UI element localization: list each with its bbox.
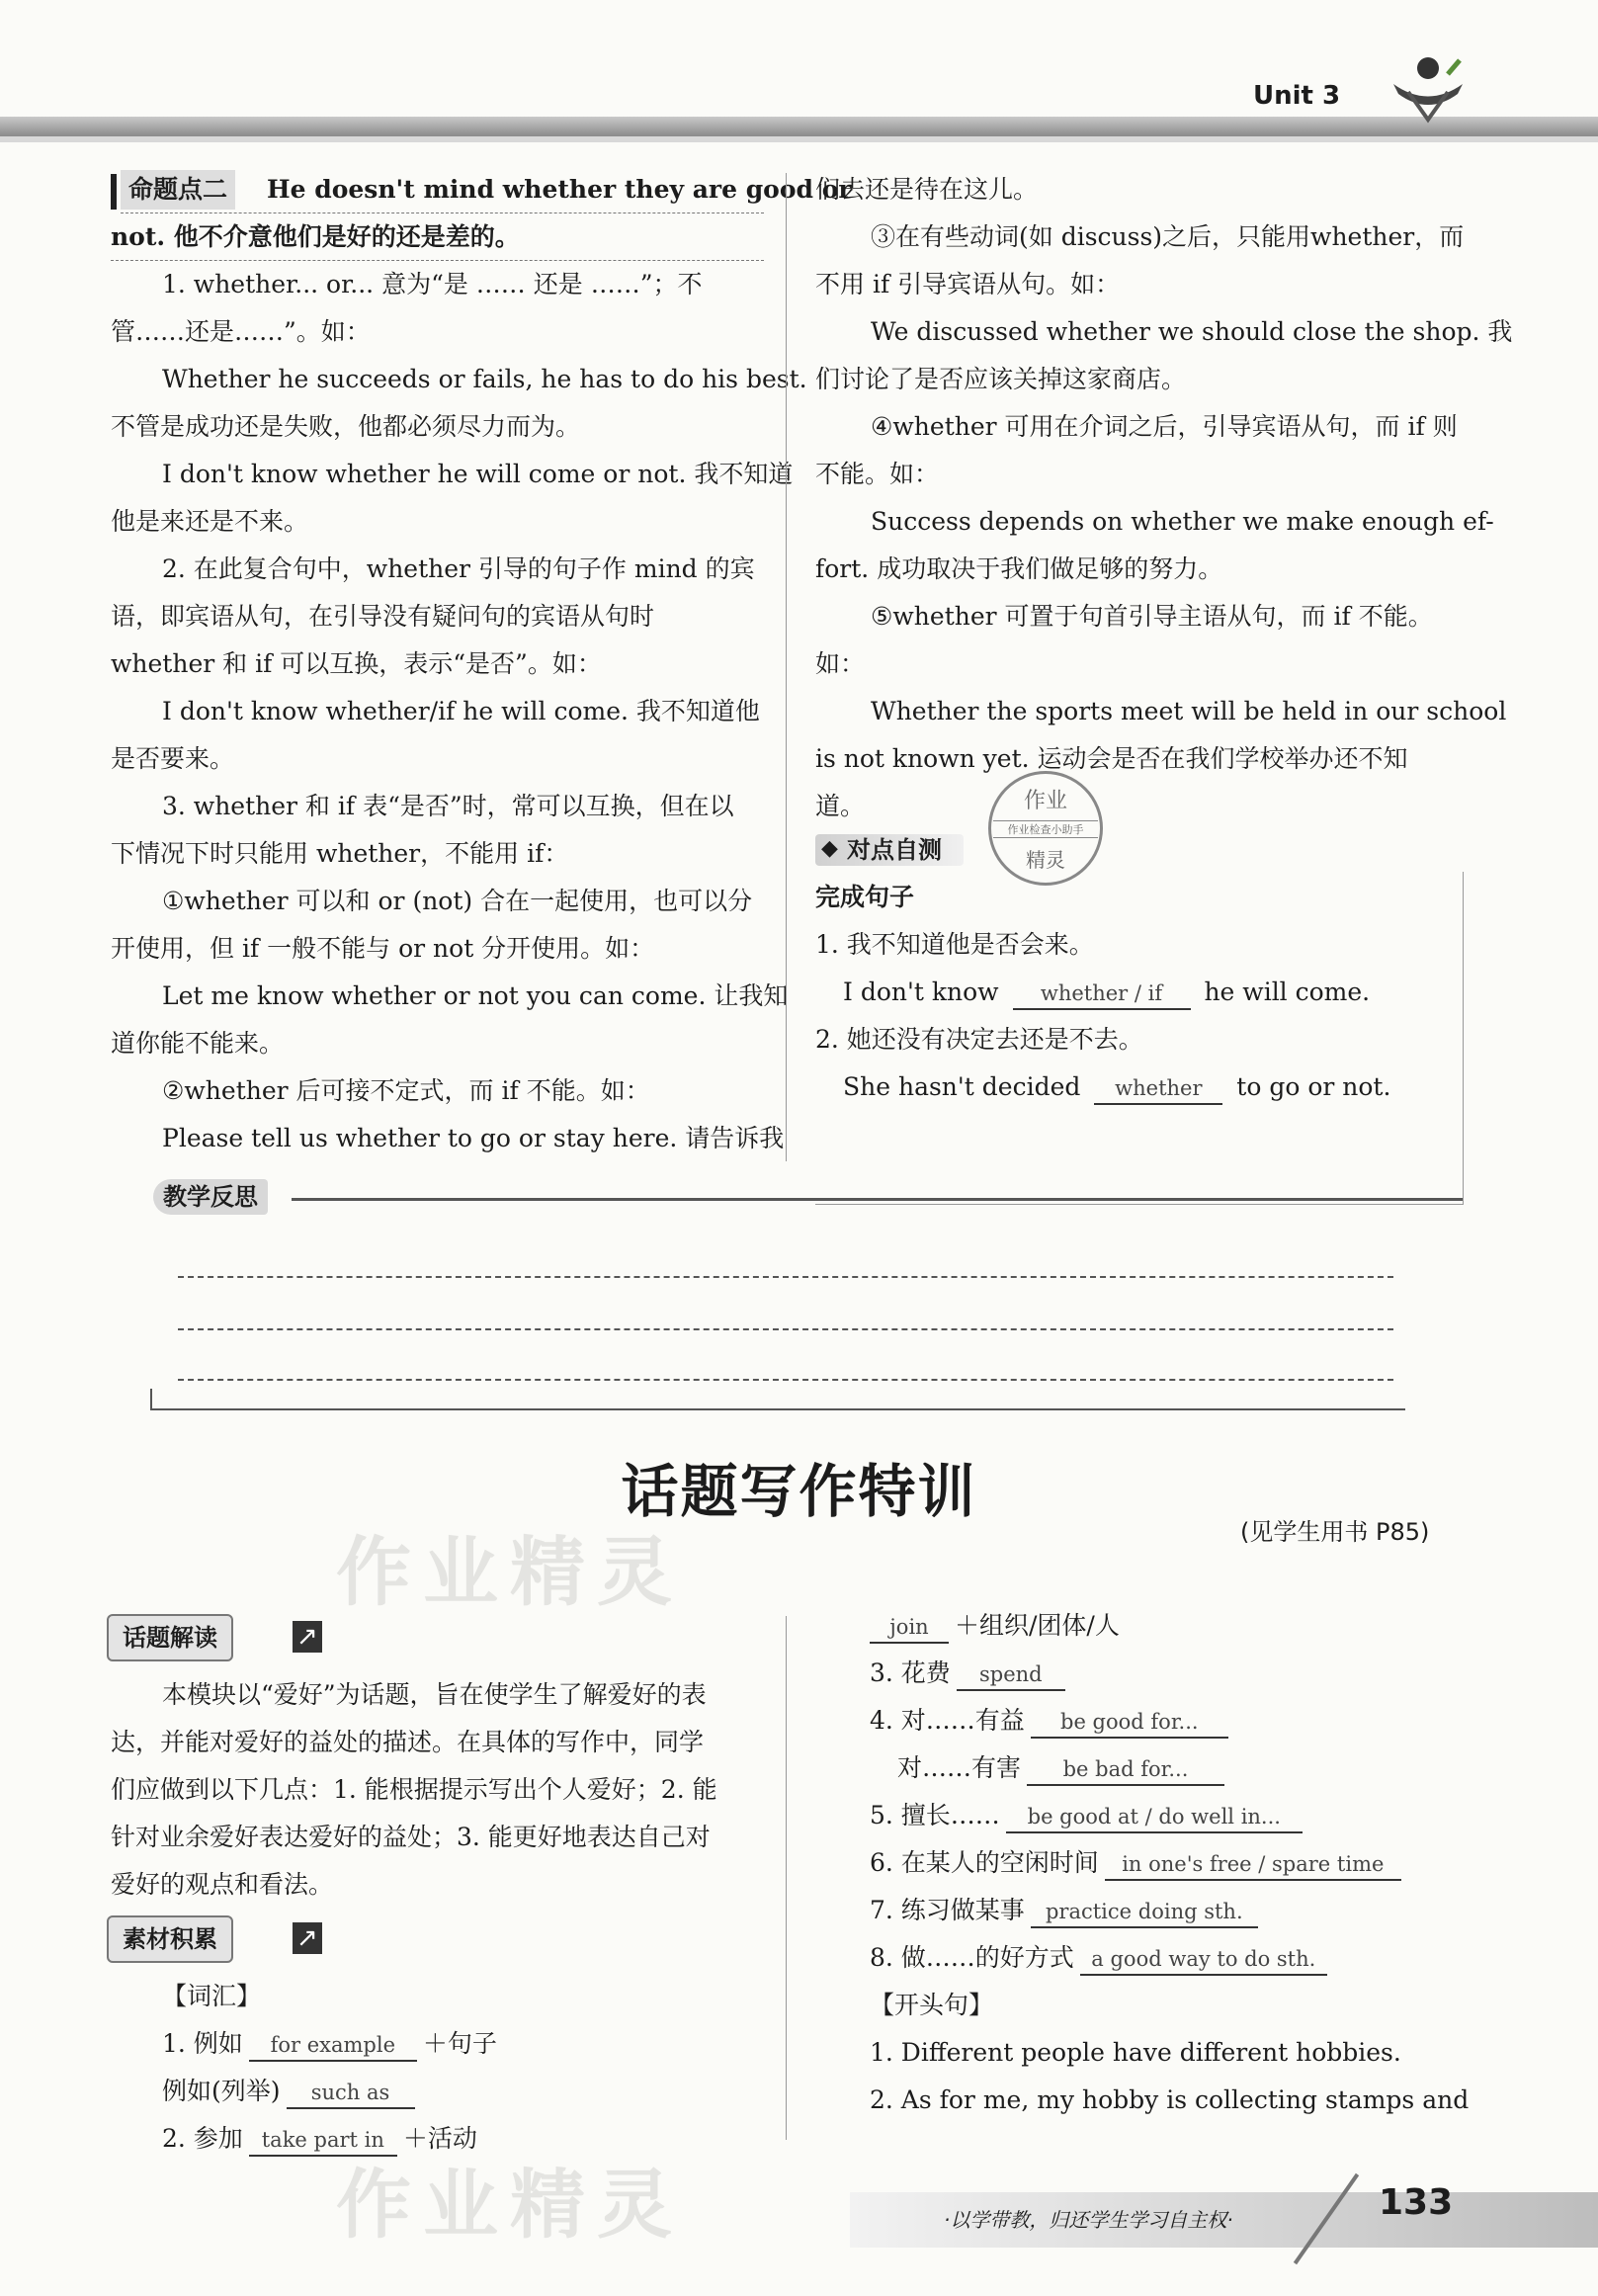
answer-1-pre: I don't know (843, 978, 999, 1006)
watermark-bottom: 作业精灵 (336, 2161, 684, 2249)
header-bar (0, 117, 1598, 136)
right-line: Success depends on whether we make enough ef- (871, 507, 1494, 536)
answer-2-post: to go or not. (1236, 1072, 1391, 1101)
right-line: 不能。如： (815, 460, 940, 488)
diamond-icon: ◆ (821, 836, 838, 861)
left-line: 3. whether 和 if 表“是否”时，常可以互换，但在以 (162, 792, 734, 820)
left-line: 2. 在此复合句中，whether 引导的句子作 mind 的宾 (162, 554, 755, 583)
topic-line: 针对业余爱好表达爱好的益处；3. 能更好地表达自己对 (111, 1823, 711, 1851)
left-line: Let me know whether or not you can come. 让我知 (162, 981, 789, 1010)
answer-1-post: he will come. (1204, 978, 1371, 1006)
vocab-2-post: ＋活动 (402, 2124, 477, 2153)
question-1: 1. 我不知道他是否会来。 (815, 930, 1094, 959)
reading-person-icon (1388, 54, 1468, 124)
left-line: Whether he succeeds or fails, he has to do his best. (162, 365, 807, 393)
right-line: ④whether 可用在介词之后，引导宾语从句，而 if 则 (871, 412, 1458, 441)
right-line: 如： (815, 649, 866, 678)
vocab-1b-blank[interactable]: such as (287, 2078, 415, 2109)
self-test-tag: 对点自测 (847, 836, 942, 864)
open-1: 1. Different people have different hobbies. (870, 2038, 1401, 2067)
heading-en: He doesn't mind whether they are good or (267, 175, 852, 204)
vocab-1-post: ＋句子 (422, 2029, 497, 2058)
section-ref: (见学生用书 P85) (1240, 1518, 1430, 1546)
vocab-4b (897, 1748, 1230, 1788)
header-strip (0, 136, 1598, 142)
material-tag: 素材积累 (107, 1915, 233, 1963)
open-2: 2. As for me, my hobby is collecting stamps and (870, 2085, 1470, 2114)
section-title: 话题写作特训 (621, 1458, 977, 1525)
answer-line-2 (843, 1067, 1390, 1107)
vocab-8-blank[interactable]: a good way to do sth. (1080, 1944, 1327, 1976)
vocab-title: 【词汇】 (162, 1982, 262, 2010)
left-line: 下情况下时只能用 whether，不能用 if： (111, 839, 569, 868)
stamp-top: 作业 (1023, 789, 1067, 813)
vocab-6 (870, 1843, 1407, 1883)
stamp-bottom: 精灵 (1026, 848, 1065, 872)
reflection-tag: 教学反思 (153, 1179, 268, 1215)
arrow-icon: ↗ (293, 1621, 322, 1653)
exercise-title: 完成句子 (815, 883, 915, 911)
heading-marker (111, 174, 117, 210)
heading-tag: 命题点二 (121, 170, 235, 210)
vocab-3-pre: 3. 花费 (870, 1658, 951, 1687)
homework-stamp (988, 771, 1103, 886)
vocab-7-pre: 7. 练习做某事 (870, 1896, 1025, 1924)
open-title: 【开头句】 (870, 1991, 994, 2019)
vocab-2-pre: 2. 参加 (162, 2124, 243, 2153)
vocab-4-pre: 4. 对……有益 (870, 1706, 1025, 1735)
column-divider-2 (786, 1616, 787, 2140)
left-line: ②whether 后可接不定式，而 if 不能。如： (162, 1076, 650, 1105)
right-line: 不用 if 引导宾语从句。如： (815, 270, 1121, 298)
left-line: ①whether 可以和 or (not) 合在一起使用，也可以分 (162, 887, 753, 915)
vocab-7 (870, 1891, 1264, 1930)
vocab-7-blank[interactable]: practice doing sth. (1031, 1897, 1258, 1928)
vocab-4 (870, 1701, 1234, 1741)
left-line: 管……还是……”。如： (111, 317, 371, 346)
vocab-1-pre: 1. 例如 (162, 2029, 243, 2058)
right-line: ⑤whether 可置于句首引导主语从句，而 if 不能。 (871, 602, 1433, 631)
right-line: Whether the sports meet will be held in our school (871, 697, 1507, 725)
left-line: whether 和 if 可以互换，表示“是否”。如： (111, 649, 602, 678)
left-line: 1. whether... or... 意为“是 …… 还是 ……”；不 (162, 270, 703, 298)
page-number: 133 (1379, 2182, 1454, 2223)
reflection-line-1 (178, 1276, 1393, 1278)
vocab-3-blank[interactable]: spend (957, 1659, 1065, 1691)
topic-line: 达，并能对爱好的益处的描述。在具体的写作中，同学 (111, 1728, 705, 1756)
reflection-line-3 (178, 1379, 1393, 1381)
watermark-top: 作业精灵 (336, 1528, 684, 1616)
left-column (107, 166, 852, 1164)
vocab-3 (870, 1654, 1071, 1693)
question-2: 2. 她还没有决定去还是不去。 (815, 1025, 1143, 1054)
topic-line: 本模块以“爱好”为话题，旨在使学生了解爱好的表 (162, 1680, 707, 1709)
right-line: 道。 (815, 792, 866, 820)
right-line: ③在有些动词(如 discuss)之后，只能用whether，而 (871, 222, 1465, 251)
vocab-1-blank[interactable]: for example (249, 2030, 417, 2062)
left-line: 他是来还是不来。 (111, 507, 309, 536)
reflection-frame (150, 1389, 1405, 1410)
left-line: 不管是成功还是失败，他都必须尽力而为。 (111, 412, 581, 441)
left-line: Please tell us whether to go or stay here. 请告诉我 (162, 1124, 785, 1152)
answer-line-1 (843, 973, 1370, 1012)
left-line: I don't know whether he will come or not. 我不知道 (162, 460, 794, 488)
answer-2-pre: She hasn't decided (843, 1072, 1081, 1101)
vocab-5-blank[interactable]: be good at / do well in... (1006, 1802, 1303, 1833)
vocab-1b (162, 2072, 421, 2111)
answer-2-blank[interactable]: whether (1094, 1073, 1222, 1105)
vocab-4-blank[interactable]: be good for... (1031, 1707, 1228, 1739)
heading-cont: not. 他不介意他们是好的还是差的。 (111, 222, 520, 251)
vocab-2b-blank[interactable]: join (870, 1612, 949, 1644)
topic-line: 爱好的观点和看法。 (111, 1870, 334, 1899)
arrow-icon: ↗ (293, 1922, 322, 1954)
vocab-5 (870, 1796, 1308, 1835)
vocab-2-blank[interactable]: take part in (249, 2125, 397, 2157)
stamp-mid: 作业检查小助手 (993, 820, 1098, 838)
vocab-6-pre: 6. 在某人的空闲时间 (870, 1848, 1099, 1877)
heading-underline-2 (111, 260, 764, 261)
vocab-8 (870, 1938, 1333, 1978)
right-line: 们去还是待在这儿。 (815, 175, 1039, 204)
vocab-4b-blank[interactable]: be bad for... (1027, 1754, 1224, 1786)
right-line: We discussed whether we should close the shop. 我 (871, 317, 1513, 346)
vocab-2b (870, 1606, 1120, 1646)
topic-tag: 话题解读 (107, 1614, 233, 1661)
footer-slogan: ·以学带教，归还学生学习自主权· (944, 2208, 1233, 2232)
answer-1-blank[interactable]: whether / if (1013, 978, 1191, 1010)
reflection-line-2 (178, 1328, 1393, 1330)
right-column (815, 166, 1513, 1164)
vocab-5-pre: 5. 擅长…… (870, 1801, 1000, 1829)
right-line: 们讨论了是否应该关掉这家商店。 (815, 365, 1187, 393)
right-line: fort. 成功取决于我们做足够的努力。 (815, 554, 1223, 583)
column-divider (786, 173, 787, 1161)
unit-label: Unit 3 (1253, 81, 1341, 111)
topic-line: 们应做到以下几点：1. 能根据提示写出个人爱好；2. 能 (111, 1775, 717, 1804)
left-line: 道你能不能来。 (111, 1029, 285, 1058)
left-line: 是否要来。 (111, 744, 235, 773)
left-line: I don't know whether/if he will come. 我不知道他 (162, 697, 760, 725)
vocab-1 (162, 2024, 497, 2064)
vocab-2b-post: ＋组织/团体/人 (955, 1611, 1120, 1640)
vocab-6-blank[interactable]: in one's free / spare time (1105, 1849, 1401, 1881)
left-line: 开使用，但 if 一般不能与 or not 分开使用。如： (111, 934, 655, 963)
vocab-4b-pre: 对……有害 (897, 1753, 1022, 1782)
vocab-8-pre: 8. 做……的好方式 (870, 1943, 1074, 1972)
vocab-1b-pre: 例如(列举) (162, 2077, 281, 2105)
right-line: is not known yet. 运动会是否在我们学校举办还不知 (815, 744, 1408, 773)
reflection-rule (292, 1198, 1463, 1201)
left-line: 语，即宾语从句，在引导没有疑问句的宾语从句时 (111, 602, 655, 631)
